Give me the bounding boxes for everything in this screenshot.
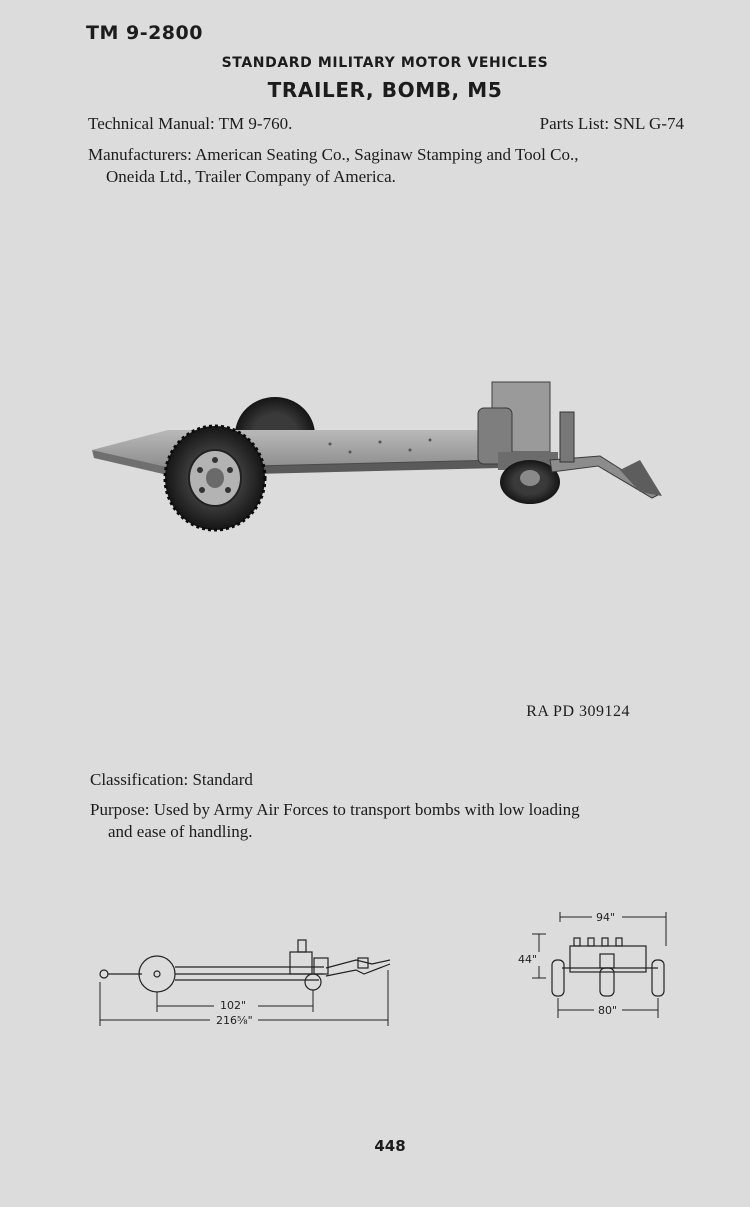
tm-number-header: TM 9-2800 (86, 22, 203, 44)
overall-width-dimension: 94" (596, 911, 616, 924)
trailer-photograph (80, 360, 670, 540)
winch-housing (478, 382, 558, 470)
rear-view-diagram (518, 908, 678, 1018)
purpose-line-2: and ease of handling. (108, 822, 253, 841)
side-view-diagram (94, 930, 404, 1040)
photo-reference-number: RA PD 309124 (526, 703, 630, 720)
classification-line: Classification: Standard (90, 770, 253, 789)
manufacturers-line-1: Manufacturers: American Seating Co., Saginaw Stamping and Tool Co., (88, 145, 579, 164)
rear-right-wheel (165, 426, 265, 530)
height-dimension: 44" (518, 953, 538, 966)
trailer-bed (92, 430, 500, 476)
tow-bar (550, 412, 662, 498)
rear-view-outline (552, 938, 664, 996)
overall-length-dimension: 216⁵⁄₈" (216, 1014, 253, 1027)
section-title: STANDARD MILITARY MOTOR VEHICLES (221, 55, 549, 71)
vehicle-title: TRAILER, BOMB, M5 (267, 78, 503, 102)
page-number: 448 (374, 1137, 406, 1155)
manufacturers-paragraph (88, 144, 698, 188)
technical-manual-reference: Technical Manual: TM 9-760. (88, 114, 293, 133)
wheelbase-dimension: 102" (220, 999, 247, 1012)
manufacturers-line-2: Oneida Ltd., Trailer Company of America. (106, 167, 396, 186)
purpose-paragraph (90, 799, 700, 843)
purpose-line-1: Purpose: Used by Army Air Forces to transport bombs with low loading (90, 800, 580, 819)
parts-list-reference: Parts List: SNL G-74 (539, 114, 684, 133)
track-dimension: 80" (598, 1004, 618, 1017)
